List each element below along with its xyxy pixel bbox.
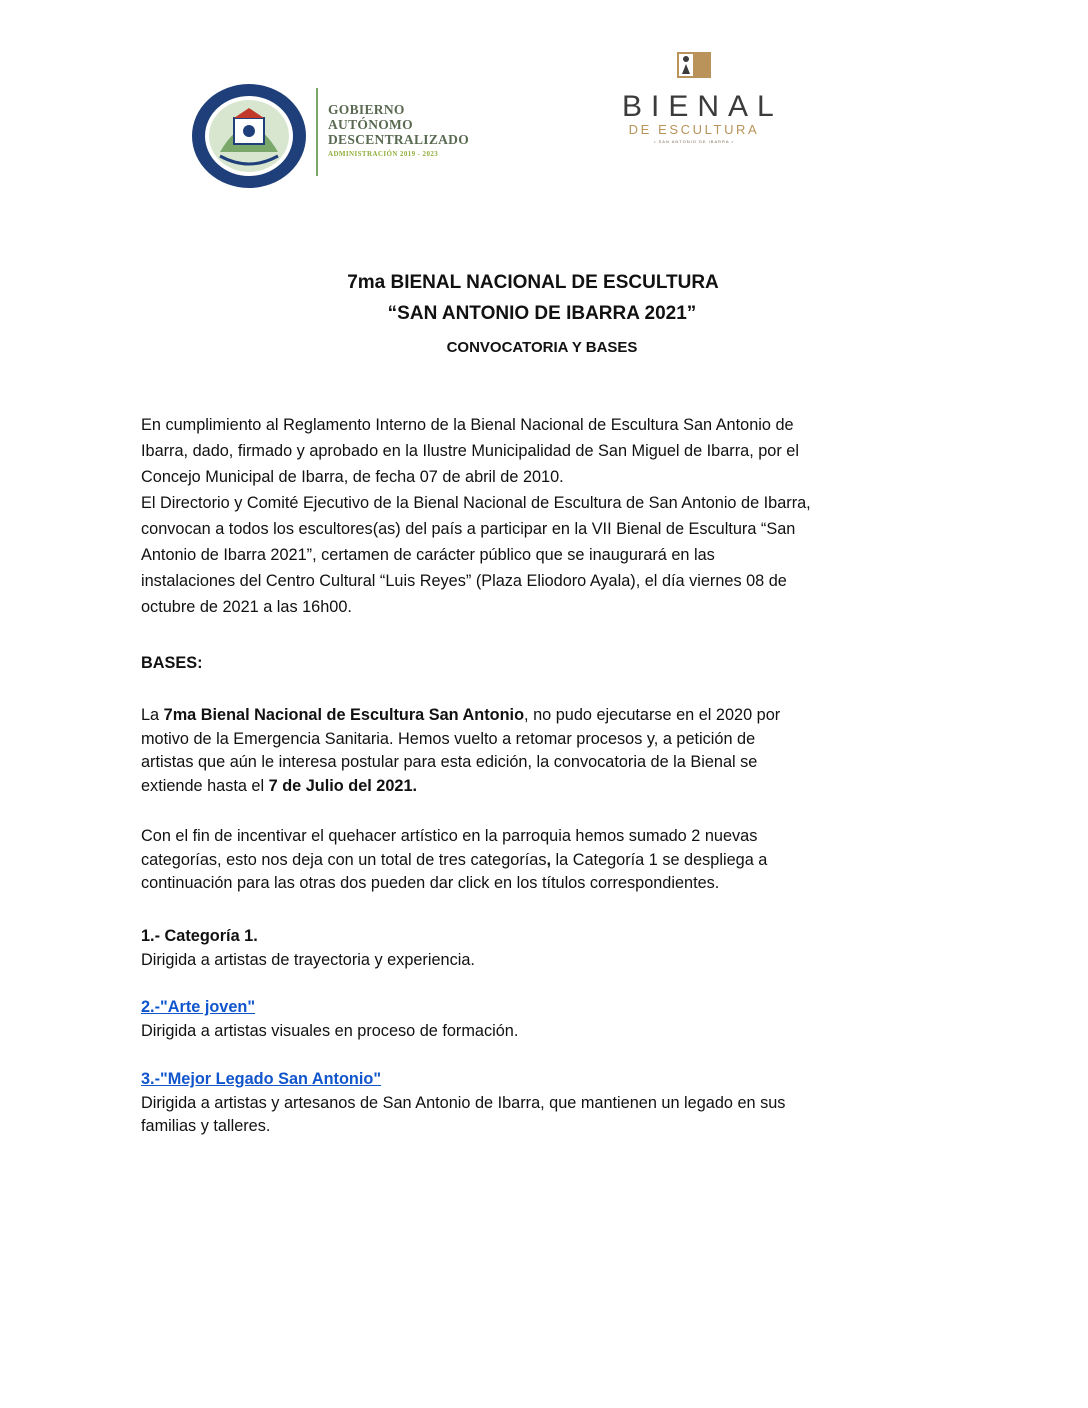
bienal-wordmark: BIENAL	[622, 90, 783, 123]
gad-line-2: AUTÓNOMO	[328, 117, 413, 132]
category-3-link[interactable]: 3.-"Mejor Legado San Antonio"	[141, 1070, 382, 1088]
bases-paragraph-1	[141, 704, 961, 798]
bases-p2-line-1: Con el fin de incentivar el quehacer artístico en la parroquia hemos sumado 2 nuevas	[141, 827, 758, 845]
gad-line-1: GOBIERNO	[328, 102, 405, 117]
bases-p2-line-3: continuación para las otras dos pueden dar click en los títulos correspondientes.	[141, 874, 720, 892]
bases-p1-line-3: artistas que aún le interesa postular para esta edición, la convocatoria de la Bienal se	[141, 753, 758, 771]
gad-admin-period: ADMINISTRACIÓN 2019 - 2023	[328, 150, 439, 158]
bases-p1-line-1: La 7ma Bienal Nacional de Escultura San Antonio, no pudo ejecutarse en el 2020 por	[141, 706, 781, 724]
intro-line: convocan a todos los escultores(as) del país a participar en la VII Bienal de Escultura “San	[141, 520, 796, 538]
category-2-description: Dirigida a artistas visuales en proceso de formación.	[141, 1021, 519, 1040]
bases-p1-line-4: extiende hasta el 7 de Julio del 2021.	[141, 776, 418, 795]
category-3-description-line-1: Dirigida a artistas y artesanos de San Antonio de Ibarra, que mantienen un legado en sus	[141, 1093, 786, 1112]
gad-logo-text	[328, 102, 488, 158]
intro-line: El Directorio y Comité Ejecutivo de la Bienal Nacional de Escultura de San Antonio de Ibarra,	[141, 494, 811, 512]
intro-line: Concejo Municipal de Ibarra, de fecha 07 de abril de 2010.	[141, 468, 564, 486]
category-1-description: Dirigida a artistas de trayectoria y experiencia.	[141, 950, 475, 969]
gad-seal-logo	[190, 82, 308, 190]
gad-logo-divider	[316, 88, 318, 176]
bienal-subtitle: DE ESCULTURA	[628, 122, 760, 137]
category-2-link[interactable]: 2.-"Arte joven"	[141, 998, 256, 1016]
category-3	[141, 1068, 961, 1139]
intro-paragraph	[141, 412, 961, 620]
bienal-tagline: • SAN ANTONIO DE IBARRA •	[654, 139, 734, 144]
document-title: 7ma BIENAL NACIONAL DE ESCULTURA	[347, 272, 719, 293]
gad-line-3: DESCENTRALIZADO	[328, 132, 470, 147]
bases-paragraph-2	[141, 825, 961, 896]
intro-line: octubre de 2021 a las 16h00.	[141, 598, 352, 616]
category-3-description-line-2: familias y talleres.	[141, 1117, 271, 1135]
category-2	[141, 996, 961, 1043]
intro-line: Antonio de Ibarra 2021”, certamen de carácter público que se inaugurará en las	[141, 546, 715, 564]
category-1	[141, 925, 961, 972]
document-subtitle: “SAN ANTONIO DE IBARRA 2021”	[387, 303, 697, 324]
intro-line: Ibarra, dado, firmado y aprobado en la Ilustre Municipalidad de San Miguel de Ibarra, por el	[141, 442, 799, 460]
bases-heading: BASES:	[141, 654, 203, 672]
intro-line: En cumplimiento al Reglamento Interno de la Bienal Nacional de Escultura San Antonio de	[141, 416, 794, 434]
category-1-title: 1.- Categoría 1.	[141, 927, 258, 945]
bases-p2-line-2: categorías, esto nos deja con un total de tres categorías, la Categoría 1 se despliega a	[141, 850, 768, 869]
intro-line: instalaciones del Centro Cultural “Luis Reyes” (Plaza Eliodoro Ayala), el día viernes 08 de	[141, 572, 787, 590]
bienal-figure-icon	[677, 52, 711, 78]
document-section-title: CONVOCATORIA Y BASES	[446, 339, 638, 356]
bases-p1-line-2: motivo de la Emergencia Sanitaria. Hemos vuelto a retomar procesos y, a petición de	[141, 729, 756, 748]
